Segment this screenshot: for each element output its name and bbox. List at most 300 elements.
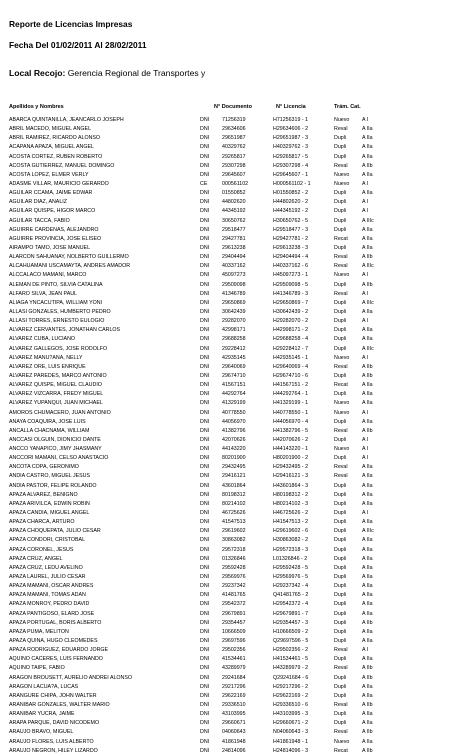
cell-doc-number: 29634606 <box>222 126 246 133</box>
cell-doc-number: 29509098 <box>222 281 246 288</box>
cell-name: APAZA MAMANI, OSCAR ANDRES <box>9 583 94 590</box>
cell-doc-type: DNI <box>200 729 210 736</box>
cell-doc-type: DNI <box>200 382 210 389</box>
cell-name: APAZA PUMA, MELITON <box>9 628 69 635</box>
cell-license-number: H29427781 - 2 <box>273 235 309 242</box>
table-row <box>0 381 452 390</box>
cell-name: APAZA MAMANI, TOMAS ADAN <box>9 592 86 599</box>
cell-procedure: Dupli <box>334 574 347 581</box>
cell-doc-number: 24814096 <box>222 747 246 754</box>
table-row <box>0 171 452 180</box>
cell-doc-type: DNI <box>200 683 210 690</box>
cell-doc-number: 43289979 <box>222 665 246 672</box>
cell-name: ARAPA PARQUE, DAVID NICODEMO <box>9 720 100 727</box>
table-row <box>0 582 452 591</box>
cell-doc-number: 40337162 <box>222 263 246 270</box>
cell-procedure: Dupli <box>334 720 347 727</box>
cell-doc-type: DNI <box>200 162 210 169</box>
cell-license-number: H29679891 - 7 <box>273 610 309 617</box>
cell-name: ACOSTA LOPEZ, ELMER VERLY <box>9 171 89 178</box>
table-row <box>0 664 452 673</box>
license-table <box>0 116 452 756</box>
cell-procedure: Recat <box>334 747 348 754</box>
cell-doc-type: DNI <box>200 336 210 343</box>
cell-procedure: Dupli <box>334 692 347 699</box>
cell-name: ALVAREZ MANU?ANA, NELLY <box>9 354 83 361</box>
cell-category: A IIa <box>362 135 373 142</box>
cell-doc-number: 29237342 <box>222 583 246 590</box>
cell-procedure: Reval <box>334 702 348 708</box>
table-row <box>0 198 452 207</box>
cell-category: A IIa <box>362 656 373 663</box>
cell-doc-number: 29416121 <box>222 473 246 480</box>
cell-doc-type: DNI <box>200 665 210 672</box>
cell-name: AGUILAR CCAMA, JAIME EDWAR <box>9 190 93 197</box>
cell-doc-number: 80198312 <box>222 491 246 498</box>
table-row <box>0 692 452 701</box>
cell-category: A IIa <box>362 327 373 334</box>
cell-name: ALLASI GONZALES, HUMBERTO PEDRO <box>9 308 111 315</box>
cell-doc-number: 04060643 <box>222 729 246 736</box>
table-row <box>0 134 452 143</box>
cell-procedure: Dupli <box>334 418 347 425</box>
cell-doc-number: 01326846 <box>222 555 246 562</box>
cell-license-number: H44345192 - 2 <box>273 208 309 215</box>
cell-name: ALVAREZ PAREDES, MARCO ANTONIO <box>9 372 107 379</box>
cell-category: A IIIc <box>362 217 374 224</box>
cell-procedure: Dupli <box>334 336 347 343</box>
cell-name: AMOROS CHUMACERO, JUAN ANTONIO <box>9 409 111 416</box>
cell-doc-number: 30863082 <box>222 537 246 544</box>
cell-doc-type: DNI <box>200 409 210 416</box>
cell-license-number: H43601864 - 3 <box>273 482 309 489</box>
cell-doc-type: DNI <box>200 601 210 608</box>
cell-category: A IIa <box>362 464 373 471</box>
cell-name: AGUILAR DIAZ, ANALIZ <box>9 199 67 206</box>
cell-procedure: Reval <box>334 263 348 270</box>
cell-procedure: Dupli <box>334 226 347 233</box>
table-row <box>0 409 452 418</box>
cell-category: A IIb <box>362 702 373 708</box>
table-row <box>0 683 452 692</box>
report-period: Fecha Del 01/02/2011 Al 28/02/2011 <box>9 40 147 50</box>
cell-doc-number: 71256319 <box>222 117 246 123</box>
cell-doc-type: DNI <box>200 491 210 498</box>
table-row <box>0 591 452 600</box>
table-row <box>0 418 452 427</box>
cell-procedure: Dupli <box>334 391 347 398</box>
cell-doc-number: 29569976 <box>222 574 246 581</box>
cell-procedure: Dupli <box>334 318 347 325</box>
cell-category: A IIb <box>362 162 373 169</box>
cell-license-number: H29660671 - 2 <box>273 720 309 727</box>
cell-doc-type: DNI <box>200 583 210 590</box>
cell-name: AIRAMPO TAMO, JOSE MANUEL <box>9 244 91 251</box>
cell-doc-type: DNI <box>200 720 210 727</box>
table-row <box>0 207 452 216</box>
cell-category: A IIa <box>362 391 373 398</box>
cell-doc-number: 29336510 <box>222 702 246 708</box>
cell-doc-type: DNI <box>200 391 210 398</box>
cell-name: AQUINO TAIPE, FABIO <box>9 665 65 672</box>
cell-category: A IIa <box>362 473 373 480</box>
table-row <box>0 436 452 445</box>
cell-name: ARANIBAR YUCRA, JAIME <box>9 711 75 718</box>
cell-doc-type: DNI <box>200 628 210 635</box>
cell-doc-type: DNI <box>200 354 210 361</box>
table-row <box>0 463 452 472</box>
table-row <box>0 491 452 500</box>
cell-name: APAZA CRUZ, ANGEL <box>9 555 63 562</box>
cell-license-number: H29613238 - 3 <box>273 244 309 251</box>
cell-doc-number: 29613238 <box>222 244 246 251</box>
cell-doc-number: 80214102 <box>222 500 246 507</box>
cell-doc-number: 40329762 <box>222 144 246 151</box>
cell-license-number: H24814096 - 3 <box>273 747 309 754</box>
cell-procedure: Nuevo <box>334 272 350 279</box>
cell-procedure: Dupli <box>334 610 347 617</box>
cell-license-number: H29416121 - 3 <box>273 473 309 480</box>
table-row <box>0 354 452 363</box>
table-row <box>0 564 452 573</box>
cell-doc-number: 44345192 <box>222 208 246 215</box>
cell-name: APAZA CRUZ, LEDU AVELINO <box>9 564 83 571</box>
cell-category: A IIa <box>362 126 373 133</box>
cell-category: A I <box>362 647 369 654</box>
cell-doc-number: 01550852 <box>222 190 246 197</box>
table-row <box>0 189 452 198</box>
cell-category: A IIb <box>362 281 373 288</box>
cell-license-number: H29640069 - 4 <box>273 363 309 370</box>
cell-name: APAZA RODRIGUEZ, EDUARDO JORGE <box>9 647 109 654</box>
table-row <box>0 326 452 335</box>
cell-license-number: H40329762 - 3 <box>273 144 309 151</box>
table-row <box>0 262 452 271</box>
cell-category: A I <box>362 208 369 215</box>
cell-doc-type: DNI <box>200 464 210 471</box>
table-row <box>0 390 452 399</box>
cell-category: A IIa <box>362 720 373 727</box>
cell-doc-type: DNI <box>200 400 210 407</box>
cell-category: A IIa <box>362 153 373 160</box>
cell-doc-number: 29217296 <box>222 683 246 690</box>
cell-license-number: H29432495 - 2 <box>273 464 309 471</box>
cell-name: ALVAREZ CUBA, LUCIANO <box>9 336 76 343</box>
table-row <box>0 472 452 481</box>
cell-doc-number: 29697596 <box>222 638 246 645</box>
cell-license-number: H80198312 - 2 <box>273 491 309 498</box>
cell-name: ADASME VILLAR, MAURICIO GERARDO <box>9 180 109 187</box>
cell-category: A I <box>362 354 369 361</box>
cell-license-number: H000561102 - 1 <box>273 180 311 187</box>
cell-category: A IIb <box>362 729 373 736</box>
cell-category: A I <box>362 409 369 416</box>
table-row <box>0 116 452 125</box>
cell-name: APAZA LAUREL, JULIO CESAR <box>9 574 86 581</box>
cell-category: A IIa <box>362 235 373 242</box>
cell-category: A IIa <box>362 638 373 645</box>
cell-doc-type: DNI <box>200 418 210 425</box>
cell-license-number: H29518477 - 3 <box>273 226 309 233</box>
table-row <box>0 710 452 719</box>
cell-doc-type: DNI <box>200 656 210 663</box>
cell-procedure: Reval <box>334 665 348 672</box>
cell-doc-number: 41329199 <box>222 400 246 407</box>
table-row <box>0 281 452 290</box>
cell-doc-type: DNI <box>200 482 210 489</box>
cell-doc-type: DNI <box>200 638 210 645</box>
cell-doc-number: 29282070 <box>222 318 246 325</box>
cell-category: A IIa <box>362 692 373 699</box>
cell-procedure: Dupli <box>334 583 347 590</box>
cell-doc-type: DNI <box>200 272 210 279</box>
cell-category: A IIb <box>362 619 373 626</box>
cell-license-number: H43103995 - 3 <box>273 711 309 718</box>
cell-license-number: H10666509 - 2 <box>273 628 309 635</box>
cell-doc-type: DNI <box>200 455 210 462</box>
table-row <box>0 125 452 134</box>
cell-license-number: H29307298 - 4 <box>273 162 309 169</box>
cell-category: A IIa <box>362 190 373 197</box>
cell-license-number: H46725626 - 2 <box>273 510 309 517</box>
report-title: Reporte de Licencias Impresas <box>9 19 133 29</box>
cell-name: ANCOTA COPA, GERONIMO <box>9 464 79 471</box>
cell-category: A IIa <box>362 244 373 251</box>
cell-name: ANAYA COAQUIRA, JOSE LUIS <box>9 418 86 425</box>
table-row <box>0 253 452 262</box>
cell-doc-number: 41481765 <box>222 592 246 599</box>
cell-procedure: Dupli <box>334 482 347 489</box>
cell-procedure: Dupli <box>334 190 347 197</box>
cell-procedure: Dupli <box>334 436 347 443</box>
cell-procedure: Dupli <box>334 217 347 224</box>
cell-license-number: H29674710 - 6 <box>273 372 309 379</box>
cell-doc-number: 29241684 <box>222 674 246 681</box>
cell-doc-type: DNI <box>200 299 210 306</box>
cell-category: A IIb <box>362 674 373 681</box>
cell-name: AGUILAR TACCA, FABIO <box>9 217 70 224</box>
cell-procedure: Dupli <box>334 546 347 553</box>
cell-doc-number: 46725626 <box>222 510 246 517</box>
cell-category: A IIa <box>362 400 373 407</box>
cell-procedure: Dupli <box>334 455 347 462</box>
cell-license-number: H80201900 - 2 <box>273 455 309 462</box>
cell-name: ARAGON BROUSETT, AURELIO ANDREI ALONSO <box>9 674 133 681</box>
cell-procedure: Dupli <box>334 500 347 507</box>
cell-category: A IIa <box>362 482 373 489</box>
cell-name: ALIAGA YNCACUTIPA, WILLIAM YONI <box>9 299 103 306</box>
cell-doc-number: 29660671 <box>222 720 246 727</box>
cell-doc-number: 30642439 <box>222 308 246 315</box>
cell-license-number: H29354457 - 3 <box>273 619 309 626</box>
cell-name: ANDIA CASTRO, MIGUEL JESUS <box>9 473 91 480</box>
cell-doc-number: 29518477 <box>222 226 246 233</box>
cell-doc-type: DNI <box>200 555 210 562</box>
cell-name: ALVAREZ YUPANQUI, JUAN MICHAEL <box>9 400 103 407</box>
cell-procedure: Nuevo <box>334 171 350 178</box>
cell-doc-type: DNI <box>200 345 210 352</box>
cell-name: ARAUJO FLORES, LUIS ALBERTO <box>9 738 94 745</box>
cell-name: ACOSTA CORTEZ, RUBEN ROBERTO <box>9 153 103 160</box>
cell-category: A IIa <box>362 308 373 315</box>
cell-category: A IIa <box>362 546 373 553</box>
cell-doc-type: DNI <box>200 171 210 178</box>
cell-doc-type: DNI <box>200 308 210 315</box>
cell-name: APAZA MONROY, PEDRO DAVID <box>9 601 90 608</box>
table-row <box>0 747 452 756</box>
cell-name: APAZA CONDORI, CRISTOBAL <box>9 537 86 544</box>
cell-license-number: H42998171 - 2 <box>273 327 309 334</box>
cell-doc-type: DNI <box>200 610 210 617</box>
cell-doc-number: 29645607 <box>222 171 246 178</box>
cell-category: A IIa <box>362 683 373 690</box>
cell-doc-number: 29592428 <box>222 564 246 571</box>
cell-category: A IIa <box>362 711 373 718</box>
cell-license-number: H29282070 - 2 <box>273 318 309 325</box>
cell-doc-number: 45097273 <box>222 272 246 279</box>
cell-name: AGUIRRE PROVINCIA, JOSE ELISEO <box>9 235 102 242</box>
cell-name: ALVAREZ GALLEGOS, JOSE RODOLFO <box>9 345 108 352</box>
cell-procedure: Reval <box>334 464 348 471</box>
cell-doc-number: 41382796 <box>222 427 246 434</box>
cell-doc-number: 42998171 <box>222 327 246 334</box>
cell-category: A I <box>362 290 369 297</box>
cell-doc-number: 29432495 <box>222 464 246 471</box>
table-header <box>0 104 452 113</box>
cell-name: APAZA CANDIA, MIGUEL ANGEL <box>9 510 90 517</box>
cell-procedure: Dupli <box>334 564 347 571</box>
cell-doc-number: 29688258 <box>222 336 246 343</box>
cell-license-number: H29509098 - 5 <box>273 281 309 288</box>
table-row <box>0 701 452 710</box>
cell-category: A IIa <box>362 564 373 571</box>
cell-doc-type: DNI <box>200 290 210 297</box>
table-row <box>0 445 452 454</box>
cell-category: A IIIc <box>362 299 374 306</box>
cell-doc-type: DNI <box>200 692 210 699</box>
cell-procedure: Reval <box>334 647 348 654</box>
cell-procedure: Nuevo <box>334 409 350 416</box>
cell-doc-number: 29622169 <box>222 692 246 699</box>
cell-license-number: H29502356 - 2 <box>273 647 309 654</box>
pickup-location-label: Local Recojo: <box>9 68 66 78</box>
cell-name: ABRIL RAMIREZ, RICARDO ALONSO <box>9 135 101 142</box>
cell-license-number: H29645607 - 1 <box>273 171 309 178</box>
cell-category: A IIb <box>362 427 373 434</box>
cell-procedure: Dupli <box>334 491 347 498</box>
cell-name: APAZA ALVAREZ, BENIGNO <box>9 491 78 498</box>
cell-procedure: Dupli <box>334 555 347 562</box>
cell-category: A IIa <box>362 144 373 151</box>
cell-procedure: Dupli <box>334 638 347 645</box>
cell-procedure: Dupli <box>334 327 347 334</box>
cell-doc-number: 42070626 <box>222 436 246 443</box>
cell-license-number: H29228412 - 7 <box>273 345 309 352</box>
cell-doc-number: 000561102 <box>222 180 249 187</box>
cell-license-number: Q29241684 - 6 <box>273 674 309 681</box>
cell-procedure: Nuevo <box>334 446 350 453</box>
table-row <box>0 509 452 518</box>
cell-category: A IIb <box>362 665 373 672</box>
cell-procedure: Reval <box>334 254 348 261</box>
table-row <box>0 546 452 555</box>
cell-doc-type: DNI <box>200 318 210 325</box>
cell-name: ALEMAN DE PINTO, SILVIA CATALINA <box>9 281 103 288</box>
cell-procedure: Nuevo <box>334 738 350 745</box>
header-license: N° Licencia <box>276 104 306 110</box>
cell-doc-type: DNI <box>200 190 210 197</box>
table-row <box>0 719 452 728</box>
cell-procedure: Nuevo <box>334 180 350 187</box>
cell-license-number: N04060643 - 3 <box>273 729 309 736</box>
cell-name: ANCCASI OLGUIN, DIONICIO DANTE <box>9 436 101 443</box>
table-row <box>0 628 452 637</box>
cell-doc-number: 41534461 <box>222 656 246 663</box>
cell-doc-number: 29427781 <box>222 235 246 242</box>
cell-doc-type: DNI <box>200 702 210 708</box>
cell-license-number: H29688258 - 4 <box>273 336 309 343</box>
cell-category: A IIIc <box>362 345 374 352</box>
table-row <box>0 610 452 619</box>
cell-procedure: Dupli <box>334 308 347 315</box>
cell-doc-number: 30650762 <box>222 217 246 224</box>
cell-procedure: Recat <box>334 382 348 389</box>
cell-category: A IIa <box>362 336 373 343</box>
cell-name: ANCCORI MAMANI, CELSO ANASTACIO <box>9 455 109 462</box>
cell-name: ALLASI TORRES, ERNESTO EULOGIO <box>9 318 105 325</box>
cell-procedure: Dupli <box>334 199 347 206</box>
cell-category: A IIb <box>362 372 373 379</box>
cell-procedure: Dupli <box>334 592 347 599</box>
cell-name: APAZA CHARCA, ARTURO <box>9 519 75 526</box>
cell-doc-number: 29228412 <box>222 345 246 352</box>
cell-license-number: H71256319 - 1 <box>273 117 309 123</box>
cell-license-number: H41346789 - 3 <box>273 290 309 297</box>
cell-doc-type: DNI <box>200 510 210 517</box>
table-row <box>0 674 452 683</box>
cell-name: ABARCA QUINTANILLA, JEANCARLO JOSEPH <box>9 117 124 123</box>
cell-doc-type: DNI <box>200 135 210 142</box>
cell-doc-number: 29572318 <box>222 546 246 553</box>
cell-license-number: H29336510 - 6 <box>273 702 309 708</box>
cell-doc-number: 29619602 <box>222 528 246 535</box>
table-row <box>0 317 452 326</box>
cell-license-number: H29217296 - 2 <box>273 683 309 690</box>
cell-doc-number: 42935145 <box>222 354 246 361</box>
cell-doc-number: 44802620 <box>222 199 246 206</box>
cell-name: APAZA PANTIGOSO, ELARD JOSE <box>9 610 95 617</box>
cell-doc-type: DNI <box>200 738 210 745</box>
cell-name: APAZA ARIVILCA, EDWIN ROBIN <box>9 500 90 507</box>
cell-procedure: Dupli <box>334 711 347 718</box>
cell-category: A I <box>362 272 369 279</box>
cell-name: AGUILAR QUISPE, HIGOR MARCO <box>9 208 96 215</box>
cell-name: ARANGURE CHIPA, JOHN WALTER <box>9 692 97 699</box>
cell-license-number: H29572318 - 3 <box>273 546 309 553</box>
cell-doc-number: 29307298 <box>222 162 246 169</box>
cell-license-number: H43289979 - 2 <box>273 665 309 672</box>
cell-doc-type: DNI <box>200 144 210 151</box>
table-row <box>0 363 452 372</box>
cell-doc-type: DNI <box>200 153 210 160</box>
cell-category: A IIa <box>362 491 373 498</box>
cell-procedure: Nuevo <box>334 354 350 361</box>
cell-license-number: H40778550 - 1 <box>273 409 309 416</box>
cell-license-number: L01326846 - 2 <box>273 555 308 562</box>
table-row <box>0 345 452 354</box>
cell-name: ABRIL MACEDO, MIGUEL ANGEL <box>9 126 92 133</box>
cell-license-number: H44056970 - 4 <box>273 418 309 425</box>
